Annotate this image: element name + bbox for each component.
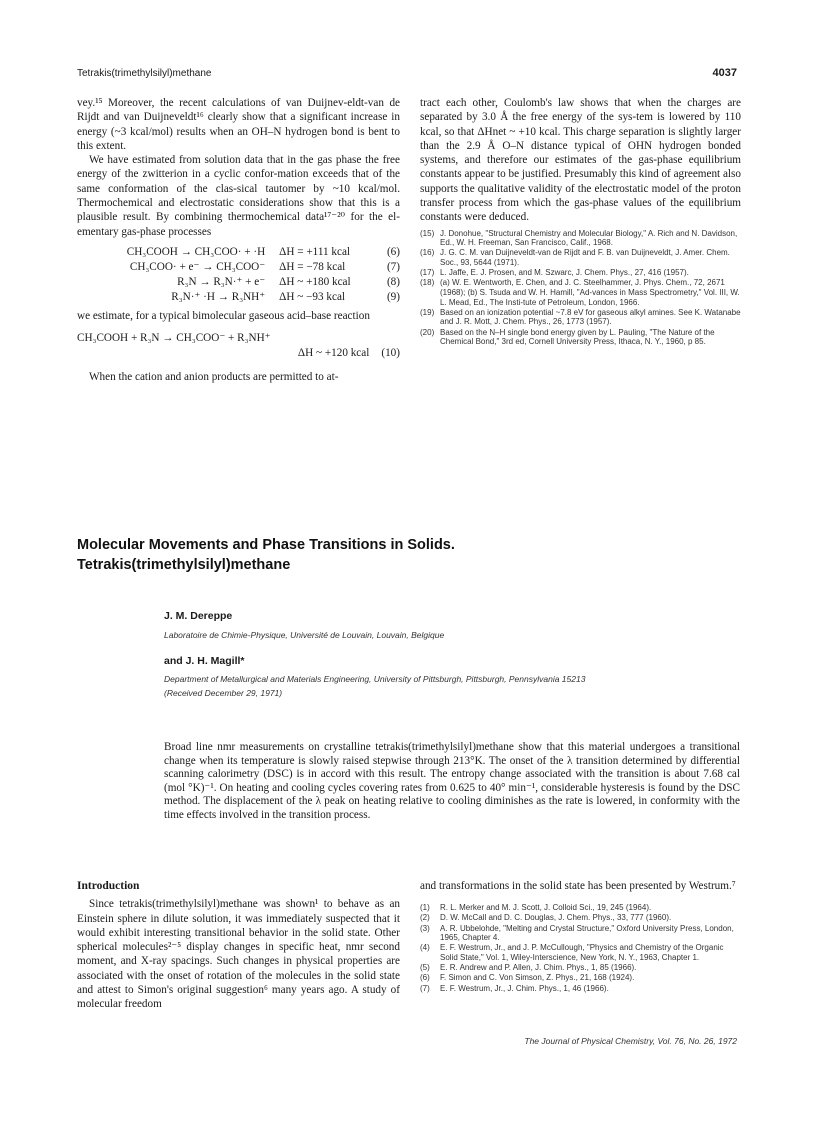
- article-title-line-2: Tetrakis(trimethylsilyl)methane: [77, 557, 291, 573]
- reference-item: (15) J. Donohue, "Structural Chemistry and Molecular Biology," A. Rich and N. Davidson, Ed., W. H. Freeman, San Francisco, Calif., 1968.: [420, 228, 738, 248]
- reference-item: (3) A. R. Ubbelohde, "Melting and Crystal Structure," Oxford University Press, London, 1965, Chapter 4.: [420, 923, 734, 943]
- equation-lhs: CH₃COO· + e⁻ → CH₃COO⁻: [129, 260, 266, 273]
- equation-delta-h: ΔH ~ +180 kcal: [279, 275, 351, 288]
- prev-references: [420, 229, 741, 347]
- intro-continuation: and transformations in the solid state has been presented by Westrum.⁷: [420, 880, 736, 892]
- equation-row: [77, 290, 400, 305]
- equation-row: [77, 245, 400, 260]
- page-number: 4037: [712, 67, 737, 79]
- equation-delta-h: ΔH = −78 kcal: [279, 260, 346, 273]
- estimate-text: we estimate, for a typical bimolecular gaseous acid–base reaction: [77, 309, 370, 322]
- equation-row: [77, 260, 400, 275]
- intro-left-column: [77, 879, 400, 1012]
- equation-delta-h: ΔH ~ −93 kcal: [279, 290, 346, 303]
- prev-paragraph-1: vey.¹⁵ Moreover, the recent calculations of van Duijnev-eldt-van de Rijdt and van Duijneveldt¹⁶ clearly show that a significant increase in energy (~3 kcal/mol) results when an OH–N hydrogen bond is bent to this extent.: [77, 97, 400, 152]
- equation-number: (9): [386, 290, 400, 303]
- prev-paragraph-3: When the cation and anion products are permitted to at-: [89, 370, 339, 383]
- equation-lhs: R₃N·⁺ ·H → R₃NH⁺: [171, 290, 266, 303]
- reference-item: (4) E. F. Westrum, Jr., and J. P. McCullough, "Physics and Chemistry of the Organic Solid State," Vol. 1, Wiley-Interscience, New York, N. Y., 1963, Chapter 1.: [420, 943, 724, 963]
- reference-item: (2) D. W. McCall and D. C. Douglas, J. Chem. Phys., 33, 777 (1960).: [420, 913, 672, 923]
- running-title: Tetrakis(trimethylsilyl)methane: [77, 68, 212, 79]
- article-title: [77, 535, 737, 575]
- prev-paragraph-2: We have estimated from solution data that in the gas phase the free energy of the zwitterion in a cyclic confor-mation exceeds that of the same conformation of the clas-sical tautomer by ~10 kcal/mol. Thermochemical and electrostatic considerations show that this is a plausible result. By combining thermochemical data¹⁷⁻²⁰ for the el-ementary gas-phase processes: [77, 154, 400, 238]
- intro-paragraph: Since tetrakis(trimethylsilyl)methane was shown¹ to behave as an Einstein sphere in dilute solution, it was immediately suspected that it would exhibit interesting transitional behavior in the solid state. Other spherical molecules²⁻⁵ display changes in specific heat, nmr second moment, and X-ray spacings. Such changes in physical properties are associated with the onset of rotation of the molecules in the solid state and attest to Simon's original suggestion⁶ many years ago. A study of molecular freedom: [77, 898, 400, 1011]
- equation-number: (7): [386, 260, 400, 273]
- equation-lhs: R₃N → R₃N·⁺ + e⁻: [177, 275, 266, 288]
- prev-article-left-column: [77, 96, 400, 384]
- affiliation-2: Department of Metallurgical and Materials Engineering, University of Pittsburgh, Pittsburgh, Pennsylvania 15213: [164, 674, 586, 684]
- reference-item: (20) Based on the N–H single bond energy given by L. Pauling, "The Nature of the Chemical Bond," 3rd ed, Cornell University Press, Ithaca, N. Y., 1960, p 85.: [420, 327, 715, 347]
- prev-right-paragraph: tract each other, Coulomb's law shows that when the charges are separated by 3.0 Å the free energy of the sys-tem is lowered by 110 kcal, so that ΔHnet ~ +10 kcal. This charge separation is slightly larger than the 2.9 Å O–N distance typical of OHN hydrogen bonded systems, and therefore our estimates of the gas-phase equilibrium constants appear to be justified. Presumably this kind of agreement also supports the qualitative validity of the electrostatic model of the proton transfer process from which the gas-phase values of the equilibrium constants were deduced.: [420, 97, 741, 224]
- reference-item: (19) Based on an ionization potential ~7.8 eV for gaseous alkyl amines. See K. Watanabe and J. R. Mott, J. Chem. Phys., 26, 1773 (1957).: [420, 307, 741, 327]
- prev-article-right-column: [420, 96, 741, 347]
- author-2: and J. H. Magill*: [164, 655, 245, 667]
- equation-10-reaction: CH₃COOH + R₃N → CH₃COO⁻ + R₃NH⁺: [77, 332, 271, 345]
- reference-item: (17) L. Jaffe, E. J. Prosen, and M. Szwarc, J. Chem. Phys., 27, 416 (1957).: [420, 268, 689, 278]
- section-heading-introduction: Introduction: [77, 880, 140, 892]
- reference-item: (16) J. G. C. M. van Duijneveldt-van de Rijdt and F. B. van Duijneveldt, J. Amer. Chem. Soc., 93, 5644 (1971).: [420, 248, 730, 268]
- journal-footer: The Journal of Physical Chemistry, Vol. 76, No. 26, 1972: [524, 1036, 737, 1046]
- affiliation-1: Laboratoire de Chimie-Physique, Université de Louvain, Louvain, Belgique: [164, 630, 445, 640]
- equation-delta-h: ΔH = +111 kcal: [279, 245, 351, 258]
- equation-number: (8): [386, 275, 400, 288]
- reference-item: (6) F. Simon and C. Von Simson, Z. Phys., 21, 168 (1924).: [420, 973, 635, 983]
- equation-number: (6): [386, 245, 400, 258]
- reference-item: (7) E. F. Westrum, Jr., J. Chim. Phys., 1, 46 (1966).: [420, 983, 609, 993]
- abstract: Broad line nmr measurements on crystalline tetrakis(trimethylsilyl)methane show that this material undergoes a transitional change when its temperature is slowly raised stepwise through 213°K. The onset of the λ transition determined by differential scanning calorimetry (DSC) is in accord with this result. The entropy change associated with the transition is about 7.68 cal (mol °K)⁻¹. On heating and cooling cycles covering rates from 0.625 to 40° min⁻¹, considerable hysteresis is found by the DSC method. The displacement of the λ peak on heating relative to cooling diminishes as the rate is lowered, in conformity with the time effects involved in the transition process.: [164, 741, 740, 821]
- equation-row: [77, 275, 400, 290]
- equation-10: [77, 331, 400, 360]
- equation-lhs: CH₃COOH → CH₃COO· + ·H: [126, 245, 266, 258]
- article-title-line-1: Molecular Movements and Phase Transitions in Solids.: [77, 537, 455, 553]
- reference-item: (5) E. R. Andrew and P. Allen, J. Chim. Phys., 1, 85 (1966).: [420, 963, 637, 973]
- article-references: [420, 903, 741, 993]
- reference-item: (18) (a) W. E. Wentworth, E. Chen, and J. C. Steelhammer, J. Phys. Chem., 72, 2671 (1968); (b) S. Tsuda and W. H. Hamill, "Ad-vances in Mass Spectrometry," Vol. III, W. L. Mead, Ed., The Insti-tute of Petroleum, London, 1966.: [420, 278, 740, 307]
- equation-10-number: (10): [381, 346, 400, 359]
- reference-item: (1) R. L. Merker and M. J. Scott, J. Colloid Sci., 19, 245 (1964).: [420, 903, 652, 913]
- received-date: (Received December 29, 1971): [164, 688, 283, 698]
- intro-right-column: [420, 879, 741, 994]
- author-1: J. M. Dereppe: [164, 610, 233, 622]
- equation-10-delta-h: ΔH ~ +120 kcal: [297, 346, 370, 359]
- equation-block: [77, 245, 400, 305]
